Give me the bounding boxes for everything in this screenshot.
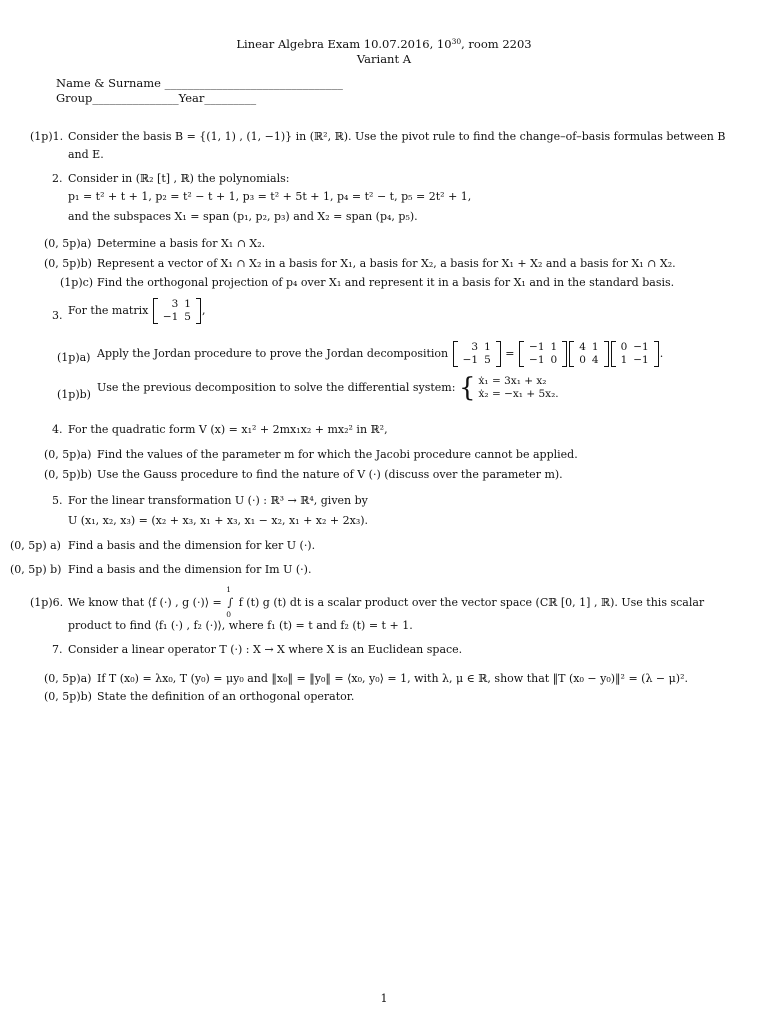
q3-intro: For the matrix 3 1 −1 5 ,	[68, 298, 206, 323]
q2-text: Consider in (ℝ₂ [t] , ℝ) the polynomials:	[68, 172, 290, 185]
matrix-cell: 1	[184, 298, 191, 310]
q4a-points: (0, 5p)a)	[44, 448, 92, 461]
matrix-cell: −1	[162, 311, 179, 323]
q5-number: 5.	[52, 494, 63, 507]
q7-text: Consider a linear operator T (·) : X → X where X is an Euclidean space.	[68, 643, 463, 656]
diff-system	[478, 375, 558, 401]
q3a-text: Apply the Jordan procedure to prove the Jordan decomposition 3 1 −1 5 = −1 1 −1 0 4 1 0 4 0 −1 1 −1 .	[97, 341, 664, 366]
system-eq-2: ẋ₂ = −x₁ + 5x₂.	[478, 388, 559, 400]
jordan-matrix-p	[519, 341, 567, 367]
exam-variant: Variant A	[356, 52, 412, 66]
group-year-field[interactable]: Group_______________Year_________	[56, 91, 257, 105]
q1-text-cont: and E.	[68, 148, 104, 161]
q5a-points: (0, 5p) a)	[10, 539, 61, 552]
matrix-cell: 1	[484, 341, 491, 353]
q4b-text: Use the Gauss procedure to find the nature of V (·) (discuss over the parameter m).	[97, 468, 563, 481]
matrix-cell: 1	[620, 354, 628, 366]
integral-sign: 1 ∫ 0	[226, 585, 234, 619]
q2c-text: Find the orthogonal projection of p₄ over X₁ and represent it in a basis for X₁ and in the standard basis.	[97, 276, 675, 289]
q2-polynomials: p₁ = t² + t + 1, p₂ = t² − t + 1, p₃ = t² + 5t + 1, p₄ = t² − t, p₅ = 2t² + 1,	[68, 190, 472, 203]
q7-number: 7.	[52, 643, 63, 656]
matrix-cell: 0	[579, 354, 586, 366]
q2b-text: Represent a vector of X₁ ∩ X₂ in a basis for X₁, a basis for X₂, a basis for X₁ + X₂ and a basis for X₁ ∩ X₂.	[97, 257, 676, 270]
matrix-cell: 3	[471, 341, 479, 353]
q4b-points: (0, 5p)b)	[44, 468, 92, 481]
q5b-text: Find a basis and the dimension for Im U (·).	[68, 563, 312, 576]
system-eq-1: ẋ₁ = 3x₁ + x₂	[478, 375, 547, 387]
q6-text-cont: product to find ⟨f₁ (·) , f₂ (·)⟩, where f₁ (t) = t and f₂ (t) = t + 1.	[68, 619, 413, 632]
q3-matrix	[153, 298, 201, 324]
q2a-points: (0, 5p)a)	[44, 237, 92, 250]
q1-text: Consider the basis B = {(1, 1) , (1, −1)} in (ℝ², ℝ). Use the pivot rule to find the change–of–basis formulas between B	[68, 130, 726, 143]
q6-points: (1p)6.	[30, 596, 64, 609]
q2-number: 2.	[52, 172, 63, 185]
exam-title: Linear Algebra Exam 10.07.2016, $10^{30}$, room 2203	[236, 37, 532, 51]
matrix-cell: 1	[550, 341, 558, 353]
matrix-cell: 4	[579, 341, 586, 353]
matrix-cell: 3	[171, 298, 179, 310]
jordan-matrix-a	[453, 341, 501, 367]
system-brace: {	[458, 373, 476, 403]
jordan-matrix-j	[569, 341, 608, 367]
q2a-text: Determine a basis for X₁ ∩ X₂.	[97, 237, 266, 250]
q1-points: (1p)1.	[30, 130, 64, 143]
matrix-cell: −1	[529, 354, 545, 366]
student-fields	[56, 76, 343, 106]
matrix-cell: −1	[633, 341, 649, 353]
q7b-points: (0, 5p)b)	[44, 690, 92, 703]
q6-text: We know that ⟨f (·) , g (·)⟩ = 1 ∫ 0 f (t) g (t) dt is a scalar product over the vector space (Cℝ [0, 1] , ℝ). Use this scalar	[68, 585, 705, 619]
matrix-cell: 5	[184, 311, 191, 323]
q4-number: 4.	[52, 423, 63, 436]
q7b-text: State the definition of an orthogonal operator.	[97, 690, 355, 703]
exam-header	[0, 34, 768, 67]
q5b-points: (0, 5p) b)	[10, 563, 62, 576]
page-number: 1	[380, 992, 388, 1005]
name-field[interactable]: Name & Surname _______________________________	[56, 76, 343, 90]
q2c-points: (1p)c)	[60, 276, 94, 289]
matrix-cell: 0	[620, 341, 628, 353]
matrix-cell: 1	[591, 341, 599, 353]
q3a-points: (1p)a)	[57, 351, 91, 364]
q2-subspaces: and the subspaces X₁ = span (p₁, p₂, p₃) and X₂ = span (p₄, p₅).	[68, 210, 418, 223]
q3b-text: Use the previous decomposition to solve the differential system: { ẋ₁ = 3x₁ + x₂ ẋ₂ = −x₁ + 5x₂.	[97, 373, 559, 403]
jordan-matrix-pinv	[611, 341, 659, 367]
matrix-cell: −1	[462, 354, 479, 366]
q3-number: 3.	[52, 309, 63, 322]
q7a-text: If T (x₀) = λx₀, T (y₀) = μy₀ and ‖x₀‖ = ‖y₀‖ = ⟨x₀, y₀⟩ = 1, with λ, μ ∈ ℝ, show that ‖T (x₀ − y₀)‖² = (λ − μ)².	[97, 672, 688, 685]
q5-definition: U (x₁, x₂, x₃) = (x₂ + x₃, x₁ + x₃, x₁ − x₂, x₁ + x₂ + 2x₃).	[68, 514, 369, 527]
q2b-points: (0, 5p)b)	[44, 257, 92, 270]
matrix-cell: 4	[591, 354, 599, 366]
matrix-cell: 5	[484, 354, 491, 366]
q3b-points: (1p)b)	[57, 388, 91, 401]
q4-text: For the quadratic form V (x) = x₁² + 2mx₁x₂ + mx₂² in ℝ²,	[68, 423, 388, 436]
matrix-cell: −1	[529, 341, 545, 353]
matrix-cell: 0	[550, 354, 558, 366]
q4a-text: Find the values of the parameter m for which the Jacobi procedure cannot be applied.	[97, 448, 578, 461]
q5-text: For the linear transformation U (·) : ℝ³ → ℝ⁴, given by	[68, 494, 368, 507]
matrix-cell: −1	[633, 354, 649, 366]
q7a-points: (0, 5p)a)	[44, 672, 92, 685]
q5a-text: Find a basis and the dimension for ker U (·).	[68, 539, 316, 552]
